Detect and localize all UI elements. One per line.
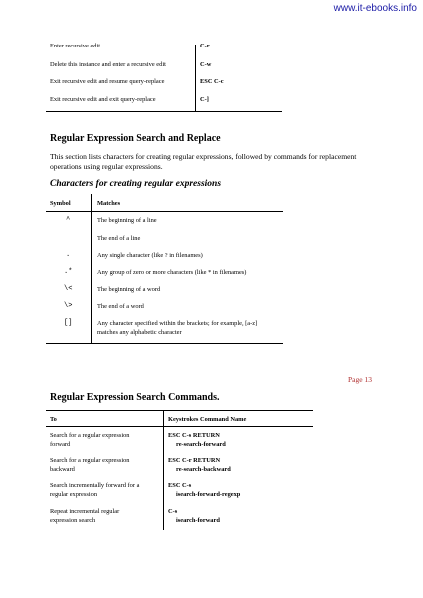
table-row-key: C-] (200, 96, 209, 103)
symbol-cell: \> (64, 302, 73, 310)
to-cell-continued: forward (50, 441, 71, 448)
table-row-key: C-w (200, 61, 212, 68)
table-row-label: Exit recursive edit and exit query-replace (50, 96, 156, 103)
column-header-keystrokes: Keystrokes Command Name (168, 416, 247, 423)
column-header-to: To (50, 416, 57, 423)
match-cell: Any character specified within the brackets; for example, [a-z] (97, 320, 258, 327)
symbol-cell: .* (64, 268, 73, 276)
table-row-key: ESC C-c (200, 78, 224, 85)
keystroke-cell: ESC C-r RETURN (168, 457, 221, 464)
section-title: Regular Expression Search and Replace (50, 133, 221, 144)
section-subtitle: Characters for creating regular expressions (50, 179, 222, 189)
symbol-cell: \< (64, 285, 73, 293)
cut-row-key: C-r (200, 43, 210, 47)
to-cell-continued: expression search (50, 517, 96, 524)
to-cell: Repeat incremental regular (50, 508, 120, 515)
match-cell: The beginning of a word (97, 286, 161, 293)
keystroke-cell: ESC C-s RETURN (168, 432, 220, 439)
section-intro: This section lists characters for creating regular expressions, followed by commands for replacement operations using regular expressions. (50, 152, 357, 171)
match-cell: Any group of zero or more characters (like * in filenames) (97, 269, 247, 276)
symbol-cell: ^ (66, 216, 71, 224)
table-row-label: Delete this instance and enter a recursive edit (50, 61, 166, 68)
cut-row-label: Enter recursive edit (50, 43, 101, 47)
to-cell: Search for a regular expression (50, 432, 130, 439)
table-row-label: Exit recursive edit and resume query-replace (50, 78, 165, 85)
command-name-cell: isearch-forward (176, 517, 220, 524)
match-cell: Any single character (like ? in filenames) (97, 252, 203, 259)
match-cell: The beginning of a line (97, 217, 157, 224)
command-name-cell: re-search-forward (176, 441, 226, 448)
column-header-symbol: Symbol (50, 200, 71, 207)
command-name-cell: isearch-forward-regexp (176, 491, 241, 498)
command-name-cell: re-search-backward (176, 466, 231, 473)
symbol-cell: [] (64, 319, 73, 327)
keystroke-cell: ESC C-s (168, 482, 192, 489)
keystroke-cell: C-s (168, 508, 178, 515)
match-cell: The end of a word (97, 303, 144, 310)
match-cell: The end of a line (97, 235, 141, 242)
column-header-matches: Matches (97, 200, 121, 207)
to-cell-continued: backward (50, 466, 75, 473)
watermark: www.it-ebooks.info (333, 3, 417, 14)
symbol-cell: . (66, 251, 71, 259)
to-cell: Search for a regular expression (50, 457, 130, 464)
section-title: Regular Expression Search Commands. (50, 392, 220, 403)
page-number: Page 13 (348, 375, 372, 384)
to-cell-continued: regular expression (50, 491, 98, 498)
match-cell-continued: matches any alphabetic character (97, 329, 182, 336)
to-cell: Search incrementally forward for a (50, 482, 140, 489)
